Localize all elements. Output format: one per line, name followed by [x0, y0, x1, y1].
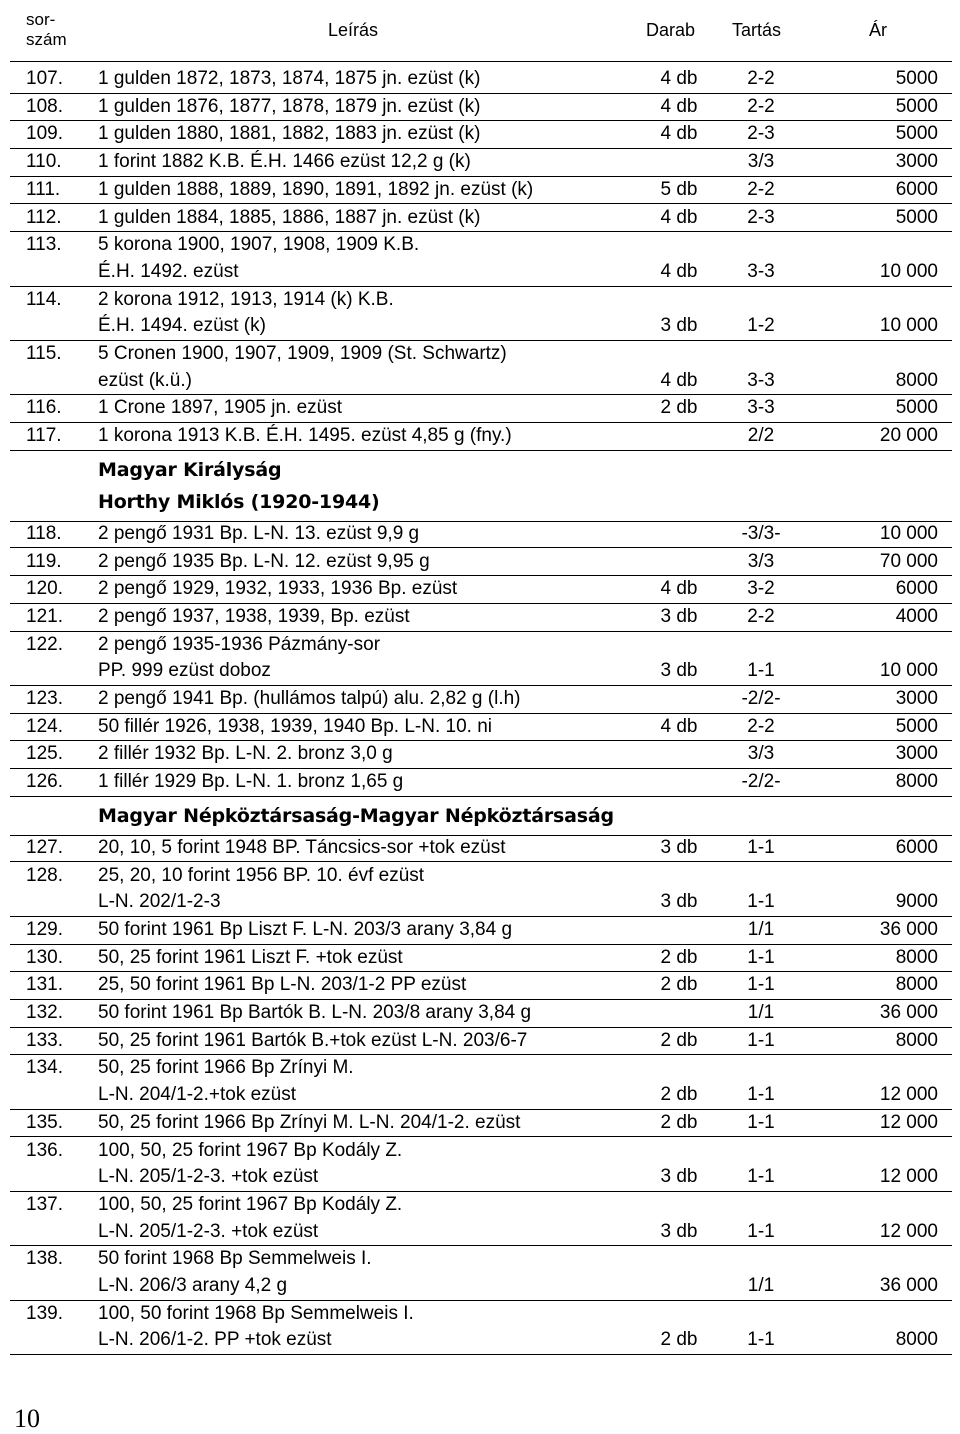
item-description: 100, 50 forint 1968 Bp Semmelweis I.	[98, 1302, 414, 1324]
item-grade: 1/1	[747, 1274, 775, 1296]
item-description: 50, 25 forint 1961 Bartók B.+tok ezüst L-N. 203/6-7	[98, 1029, 528, 1051]
item-price: 10 000	[879, 260, 938, 282]
header-description: Leírás	[328, 20, 379, 40]
section-heading: Magyar Népköztársaság-Magyar Népköztársaság	[98, 804, 614, 827]
item-grade: 3/3	[747, 151, 775, 173]
item-description: 25, 20, 10 forint 1956 BP. 10. évf ezüst	[98, 864, 425, 886]
item-price: 10 000	[879, 660, 938, 682]
item-number: 118.	[26, 522, 62, 544]
item-grade: 1-1	[747, 1084, 775, 1106]
header-price: Ár	[869, 20, 887, 40]
table-row	[0, 1246, 960, 1300]
item-description: 50 forint 1961 Bp Liszt F. L-N. 203/3 arany 3,84 g	[98, 918, 513, 940]
item-grade: 3-3	[747, 397, 775, 419]
item-quantity: 2 db	[660, 397, 698, 419]
item-grade: 2-2	[747, 95, 775, 117]
header-quantity: Darab	[646, 20, 696, 40]
table-row	[0, 917, 960, 945]
table-row	[0, 232, 960, 286]
table-row	[0, 94, 960, 122]
item-grade: 2-2	[747, 178, 775, 200]
item-description: 50 fillér 1926, 1938, 1939, 1940 Bp. L-N. 10. ni	[98, 715, 492, 737]
item-grade: 1-1	[747, 946, 775, 968]
item-number: 115.	[26, 343, 62, 364]
item-quantity: 4 db	[660, 715, 698, 737]
item-number: 130.	[26, 946, 63, 968]
item-number: 139.	[26, 1302, 63, 1324]
item-quantity: 3 db	[660, 1166, 698, 1188]
table-row	[0, 1138, 960, 1192]
item-price: 36 000	[879, 918, 938, 940]
item-number: 135.	[26, 1111, 63, 1133]
item-price: 8000	[895, 1329, 938, 1351]
item-quantity: 4 db	[660, 206, 698, 228]
table-row	[0, 1000, 960, 1028]
item-price: 5000	[895, 397, 938, 419]
item-description: 2 fillér 1932 Bp. L-N. 2. bronz 3,0 g	[98, 743, 393, 765]
item-grade: 2-3	[747, 123, 775, 145]
item-price: 5000	[895, 95, 938, 117]
item-number: 119.	[26, 550, 62, 572]
item-price: 3000	[895, 743, 938, 765]
item-description: É.H. 1494. ezüst (k)	[98, 315, 266, 337]
item-number: 122.	[26, 633, 63, 655]
item-number: 113.	[26, 234, 62, 256]
item-price: 6000	[895, 178, 938, 200]
item-description: 1 gulden 1888, 1889, 1890, 1891, 1892 jn. ezüst (k)	[98, 178, 534, 200]
item-price: 70 000	[879, 550, 938, 572]
table-row	[0, 972, 960, 1000]
item-description: L-N. 204/1-2.+tok ezüst	[98, 1084, 297, 1106]
item-description: L-N. 202/1-2-3	[98, 891, 221, 913]
table-row	[0, 149, 960, 177]
table-header	[0, 0, 960, 62]
item-number: 133.	[26, 1029, 63, 1051]
item-description: 2 pengő 1935 Bp. L-N. 12. ezüst 9,95 g	[98, 550, 430, 572]
item-description: 50, 25 forint 1966 Bp Zrínyi M. L-N. 204/1-2. ezüst	[98, 1111, 521, 1133]
item-description: 5 korona 1900, 1907, 1908, 1909 K.B.	[98, 234, 420, 256]
item-price: 5000	[895, 715, 938, 737]
item-grade: 1-1	[747, 974, 775, 996]
item-quantity: 2 db	[660, 946, 698, 968]
item-description: L-N. 206/3 arany 4,2 g	[98, 1274, 288, 1296]
table-row	[0, 177, 960, 205]
item-number: 108.	[26, 95, 63, 117]
item-description: 50 forint 1968 Bp Semmelweis I.	[98, 1248, 372, 1270]
item-number: 132.	[26, 1002, 63, 1023]
table-row	[0, 395, 960, 423]
item-price: 12 000	[879, 1220, 938, 1242]
item-quantity: 3 db	[660, 1220, 698, 1242]
item-price: 5000	[895, 206, 938, 228]
item-grade: 3-2	[747, 578, 775, 600]
item-number: 131.	[26, 974, 63, 996]
table-row	[0, 576, 960, 604]
table-row	[0, 121, 960, 149]
item-price: 9000	[895, 891, 938, 913]
item-description: 1 forint 1882 K.B. É.H. 1466 ezüst 12,2 g (k)	[98, 151, 471, 173]
item-grade: 2/2	[747, 425, 775, 447]
item-description: 1 Crone 1897, 1905 jn. ezüst	[98, 397, 343, 419]
item-quantity: 4 db	[660, 95, 698, 117]
item-grade: 1/1	[747, 1002, 775, 1023]
item-description: ezüst (k.ü.)	[98, 369, 192, 391]
table-row	[0, 863, 960, 917]
item-number: 112.	[26, 206, 62, 228]
item-price: 8000	[895, 1029, 938, 1051]
item-grade: 1-1	[747, 1329, 775, 1351]
table-row	[0, 1192, 960, 1246]
item-number: 137.	[26, 1193, 63, 1215]
item-quantity: 3 db	[660, 836, 698, 858]
item-number: 129.	[26, 918, 63, 940]
item-number: 126.	[26, 771, 63, 793]
item-description: 20, 10, 5 forint 1948 BP. Táncsics-sor +tok ezüst	[98, 836, 506, 858]
item-description: É.H. 1492. ezüst	[98, 260, 239, 282]
item-price: 8000	[895, 771, 938, 793]
item-number: 134.	[26, 1057, 63, 1079]
item-price: 12 000	[879, 1166, 938, 1188]
item-grade: 3/3	[747, 743, 775, 765]
item-description: 25, 50 forint 1961 Bp L-N. 203/1-2 PP ezüst	[98, 974, 467, 996]
item-description: PP. 999 ezüst doboz	[98, 660, 271, 682]
item-quantity: 2 db	[660, 1029, 698, 1051]
item-grade: 3-3	[747, 260, 775, 282]
item-description: 5 Cronen 1900, 1907, 1909, 1909 (St. Schwartz)	[98, 343, 507, 364]
item-number: 116.	[26, 397, 62, 419]
table-row	[0, 835, 960, 863]
table-row	[0, 1055, 960, 1109]
table-row	[0, 604, 960, 632]
item-description: L-N. 205/1-2-3. +tok ezüst	[98, 1220, 319, 1242]
item-price: 12 000	[879, 1084, 938, 1106]
item-number: 114.	[26, 288, 62, 310]
item-quantity: 3 db	[660, 660, 698, 682]
item-price: 12 000	[879, 1111, 938, 1133]
item-grade: -2/2-	[741, 771, 781, 793]
item-grade: 2-3	[747, 206, 775, 228]
table-row	[0, 945, 960, 973]
item-quantity: 3 db	[660, 315, 698, 337]
item-grade: 1-1	[747, 836, 775, 858]
table-row	[0, 66, 960, 94]
item-price: 6000	[895, 836, 938, 858]
item-number: 136.	[26, 1139, 63, 1161]
item-price: 8000	[895, 369, 938, 391]
page-number: 10	[14, 1404, 40, 1433]
item-number: 125.	[26, 743, 63, 765]
table-row	[0, 632, 960, 686]
item-quantity: 5 db	[660, 178, 698, 200]
item-price: 36 000	[879, 1002, 938, 1023]
item-grade: 1-2	[747, 315, 775, 337]
item-quantity: 4 db	[660, 369, 698, 391]
item-quantity: 2 db	[660, 1329, 698, 1351]
item-grade: 1-1	[747, 1220, 775, 1242]
item-price: 20 000	[879, 425, 938, 447]
item-description: 1 gulden 1884, 1885, 1886, 1887 jn. ezüst (k)	[98, 206, 481, 228]
item-price: 3000	[895, 151, 938, 173]
table-row	[0, 714, 960, 742]
item-grade: 1-1	[747, 891, 775, 913]
item-description: 2 korona 1912, 1913, 1914 (k) K.B.	[98, 288, 394, 310]
item-price: 8000	[895, 974, 938, 996]
item-number: 120.	[26, 578, 63, 600]
item-price: 5000	[895, 123, 938, 145]
item-number: 128.	[26, 864, 63, 886]
item-number: 110.	[26, 151, 62, 173]
item-price: 3000	[895, 688, 938, 709]
header-num: sor- szám	[26, 10, 67, 49]
table-row	[0, 341, 960, 395]
item-quantity: 4 db	[660, 123, 698, 145]
item-price: 36 000	[879, 1274, 938, 1296]
item-price: 4000	[895, 605, 938, 627]
item-quantity: 2 db	[660, 1084, 698, 1106]
item-number: 117.	[26, 425, 62, 447]
table-row	[0, 205, 960, 233]
item-number: 124.	[26, 715, 63, 737]
item-grade: 1-1	[747, 1029, 775, 1051]
item-description: 100, 50, 25 forint 1967 Bp Kodály Z.	[98, 1193, 403, 1215]
item-price: 10 000	[879, 315, 938, 337]
table-row	[0, 769, 960, 797]
item-grade: 2-2	[747, 715, 775, 737]
table-row	[0, 1028, 960, 1056]
item-description: 1 fillér 1929 Bp. L-N. 1. bronz 1,65 g	[98, 771, 404, 793]
item-quantity: 4 db	[660, 68, 698, 89]
item-number: 123.	[26, 688, 63, 709]
table-row	[0, 423, 960, 451]
item-quantity: 2 db	[660, 974, 698, 996]
item-description: 1 gulden 1880, 1881, 1882, 1883 jn. ezüst (k)	[98, 123, 481, 145]
table-row	[0, 1110, 960, 1138]
item-quantity: 4 db	[660, 578, 698, 600]
item-description: 50, 25 forint 1961 Liszt F. +tok ezüst	[98, 946, 403, 968]
item-quantity: 2 db	[660, 1111, 698, 1133]
item-number: 109.	[26, 123, 63, 145]
item-number: 138.	[26, 1248, 63, 1270]
item-quantity: 4 db	[660, 260, 698, 282]
item-number: 107.	[26, 68, 63, 89]
item-description: 1 gulden 1872, 1873, 1874, 1875 jn. ezüst (k)	[98, 68, 481, 89]
item-description: 2 pengő 1935-1936 Pázmány-sor	[98, 633, 381, 655]
item-description: 2 pengő 1937, 1938, 1939, Bp. ezüst	[98, 605, 410, 627]
table-row	[0, 521, 960, 549]
item-description: L-N. 206/1-2. PP +tok ezüst	[98, 1329, 332, 1351]
section-heading: Horthy Miklós (1920-1944)	[98, 490, 380, 513]
item-price: 5000	[895, 68, 938, 89]
item-number: 121.	[26, 605, 63, 627]
item-grade: 3-3	[747, 369, 775, 391]
header-grade: Tartás	[732, 20, 782, 40]
section-heading: Magyar Királyság	[98, 458, 282, 481]
item-quantity: 3 db	[660, 605, 698, 627]
item-description: 2 pengő 1929, 1932, 1933, 1936 Bp. ezüst	[98, 578, 458, 600]
item-description: 1 korona 1913 K.B. É.H. 1495. ezüst 4,85 g (fny.)	[98, 425, 512, 447]
item-description: L-N. 205/1-2-3. +tok ezüst	[98, 1166, 319, 1188]
table-row	[0, 741, 960, 769]
item-number: 111.	[26, 178, 61, 200]
item-grade: 2-2	[747, 605, 775, 627]
table-row	[0, 549, 960, 577]
item-quantity: 3 db	[660, 891, 698, 913]
table-row	[0, 686, 960, 714]
item-price: 6000	[895, 578, 938, 600]
item-description: 100, 50, 25 forint 1967 Bp Kodály Z.	[98, 1139, 403, 1161]
item-grade: 2-2	[747, 68, 775, 89]
item-grade: 3/3	[747, 550, 775, 572]
item-number: 127.	[26, 836, 63, 858]
item-description: 2 pengő 1931 Bp. L-N. 13. ezüst 9,9 g	[98, 522, 420, 544]
item-description: 50 forint 1961 Bp Bartók B. L-N. 203/8 arany 3,84 g	[98, 1002, 532, 1023]
item-grade: 1-1	[747, 1166, 775, 1188]
item-description: 2 pengő 1941 Bp. (hullámos talpú) alu. 2,82 g (l.h)	[98, 688, 521, 709]
item-grade: 1-1	[747, 1111, 775, 1133]
item-grade: 1/1	[747, 918, 775, 940]
item-grade: 1-1	[747, 660, 775, 682]
item-grade: -3/3-	[741, 522, 781, 544]
item-price: 8000	[895, 946, 938, 968]
item-description: 1 gulden 1876, 1877, 1878, 1879 jn. ezüst (k)	[98, 95, 481, 117]
table-row	[0, 287, 960, 341]
item-price: 10 000	[879, 522, 938, 544]
item-description: 50, 25 forint 1966 Bp Zrínyi M.	[98, 1057, 354, 1079]
item-grade: -2/2-	[741, 688, 781, 709]
table-row	[0, 1301, 960, 1355]
